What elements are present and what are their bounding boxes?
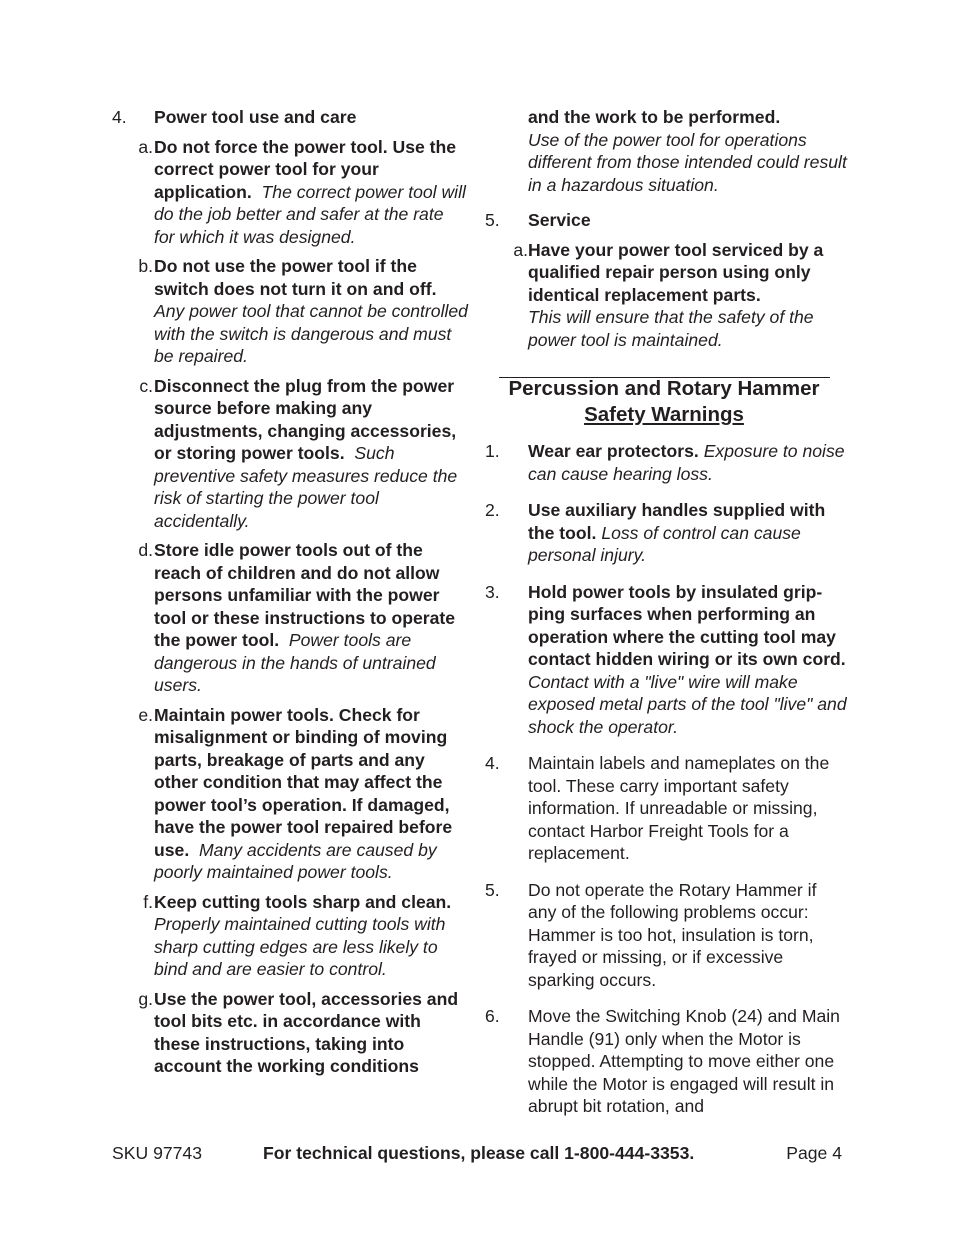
item-bold-text: Disconnect the plug from the power source before making any adjustments, changing accessories, or storing power tools. — [154, 375, 457, 463]
list-item — [112, 988, 468, 1078]
list-item — [485, 1005, 847, 1118]
item-bold-text: Wear ear protectors. — [528, 441, 699, 461]
item-number: 6. — [485, 1006, 500, 1026]
item-letter: a. — [513, 239, 528, 260]
section-number: 4. — [112, 107, 127, 127]
list-item — [112, 704, 468, 884]
item-text: Do not operate the Rotary Hammer if any of the following problems occur: Hammer is too hot, insulation is torn, frayed or missing, or if excessive sparking occurs. — [528, 879, 817, 990]
item-bold-text: Do not use the power tool if the switch does not turn it on and off. — [154, 256, 437, 299]
tech-support-line: For technical questions, please call 1-800-444-3353. — [263, 1143, 695, 1163]
item-letter: a. — [138, 136, 153, 157]
item-letter: e. — [138, 704, 153, 725]
item-bold-text: Do not force the power tool. Use the correct power tool for your application. — [154, 136, 457, 202]
item-text: Maintain labels and nameplates on the tool. These carry important safety information. If unreadable or missing, contact Harbor Freight Tools for a replacement. — [528, 753, 830, 863]
section-title: Service — [528, 210, 591, 230]
list-item — [112, 539, 468, 697]
item-italic-text: This will ensure that the safety of the power tool is maintained. — [528, 307, 814, 350]
item-bold-text: Have your power tool serviced by a qualified repair person using only identical replacement parts. — [528, 239, 824, 305]
item-italic-text: Exposure to noise can cause hearing loss. — [528, 441, 845, 484]
item-letter: b. — [138, 256, 153, 276]
section-heading — [485, 376, 843, 428]
list-item — [112, 891, 468, 981]
continued-bold-text: and the work to be performed. — [528, 107, 781, 127]
item-letter: f. — [143, 891, 153, 912]
item-number: 3. — [485, 581, 500, 602]
list-item — [112, 375, 468, 533]
item-italic-text: Such preventive safety measures reduce the risk of starting the power tool accidentally. — [154, 443, 458, 531]
item-bold-text: Keep cutting tools sharp and clean. — [154, 891, 452, 912]
item-italic-text: Loss of control can cause personal injury. — [528, 522, 801, 565]
item-number: 5. — [485, 879, 500, 900]
item-bold-text: Hold power tools by insulated grip-ping surfaces when performing an operation where the cutting tool may contact hidden wiring or its own cord. — [528, 581, 846, 669]
heading-line-1: Percussion and Rotary Hammer — [508, 377, 820, 400]
item-italic-text: Power tools are dangerous in the hands of untrained users. — [154, 630, 436, 695]
item-bold-text: Store idle power tools out of the reach of children and do not allow persons unfamiliar with the power tool or these instructions to operate the power tool. — [154, 540, 456, 650]
list-item — [485, 752, 847, 865]
item-italic-text: Many accidents are caused by poorly maintained power tools. — [154, 839, 437, 882]
item-number: 1. — [485, 441, 500, 461]
list-item — [485, 581, 847, 739]
sku-label: SKU 97743 — [112, 1143, 202, 1163]
list-item — [485, 239, 847, 352]
list-item — [112, 255, 468, 368]
list-item — [485, 499, 847, 567]
list-item — [485, 879, 847, 992]
page-number: Page 4 — [786, 1143, 842, 1163]
item-italic-text: The correct power tool will do the job better and safer at the rate for which it was designed. — [154, 181, 466, 247]
heading-line-2: Safety Warnings — [584, 403, 744, 426]
section-5-heading — [485, 209, 847, 232]
item-italic-text: Contact with a "live" wire will make exposed metal parts of the tool "live" and shock the operator. — [528, 671, 847, 737]
continued-item — [485, 106, 847, 196]
item-bold-text: Use the power tool, accessories and tool bits etc. in accordance with these instructions, taking into account the working conditions — [154, 988, 459, 1076]
list-item — [112, 136, 468, 249]
item-letter: g. — [138, 988, 153, 1009]
section-number: 5. — [485, 210, 500, 230]
item-letter: d. — [138, 540, 153, 560]
item-text: Move the Switching Knob (24) and Main Handle (91) only when the Motor is stopped. Attempting to move either one while the Motor is engaged will result in abrupt bit rotation, and — [528, 1006, 840, 1116]
section-title: Power tool use and care — [154, 107, 357, 127]
item-number: 4. — [485, 753, 500, 773]
list-item — [485, 440, 847, 485]
section-4-heading — [112, 106, 468, 129]
continued-italic-text: Use of the power tool for operations different from those intended could result in a hazardous situation. — [528, 129, 847, 195]
item-italic-text: Properly maintained cutting tools with sharp cutting edges are less likely to bind and are easier to control. — [154, 914, 446, 979]
right-column — [485, 106, 847, 358]
item-letter: c. — [139, 375, 153, 396]
item-bold-text: Use auxiliary handles supplied with the tool. — [528, 500, 826, 543]
safety-warnings-list — [485, 440, 847, 1132]
item-number: 2. — [485, 500, 500, 520]
left-column — [112, 106, 468, 1085]
item-bold-text: Maintain power tools. Check for misalignment or binding of moving parts, breakage of parts and any other condition that may affect the power tool’s operation. If damaged, have the power tool repaired before use. — [154, 704, 453, 860]
item-italic-text: Any power tool that cannot be controlled with the switch is dangerous and must be repaired. — [154, 301, 468, 366]
